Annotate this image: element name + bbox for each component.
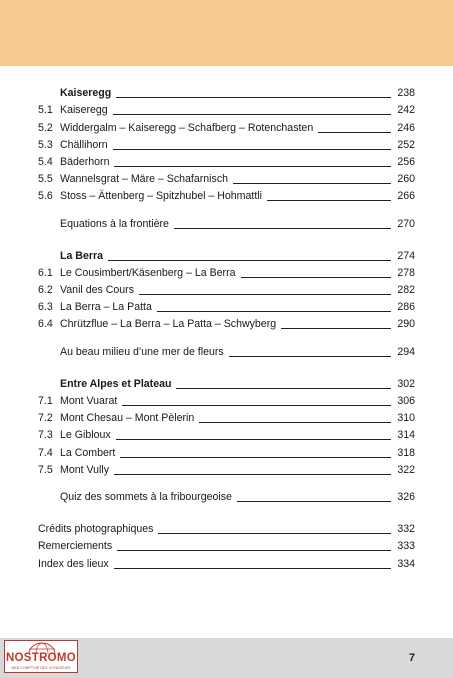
toc-entry[interactable] — [0, 390, 453, 407]
leader-line — [113, 114, 392, 115]
leader-line — [174, 228, 391, 229]
toc-page-number: 310 — [397, 412, 415, 425]
toc-entry-number: 7.3 — [38, 429, 53, 442]
leader-line — [116, 439, 392, 440]
toc-entry[interactable] — [0, 279, 453, 296]
toc-section-header[interactable] — [0, 245, 453, 262]
toc-extra-entry[interactable] — [0, 212, 453, 229]
toc-entry[interactable] — [0, 168, 453, 185]
toc-page-number: 278 — [397, 266, 415, 279]
toc-entry-number: 7.4 — [38, 446, 53, 459]
toc-entry-number: 5.1 — [38, 104, 53, 117]
toc-entry-title: Chrützflue – La Berra – La Patta – Schwyberg — [60, 318, 280, 330]
toc-appendix-entry[interactable] — [0, 518, 453, 535]
toc-page-number: 332 — [397, 523, 415, 536]
toc-entry-title: Equations à la frontière — [60, 218, 173, 230]
toc-entry-title: Stoss – Ättenberg – Spitzhubel – Hohmattli — [60, 190, 266, 202]
leader-line — [113, 149, 392, 150]
toc-extra-entry[interactable] — [0, 486, 453, 503]
leader-line — [116, 97, 391, 98]
toc-page-number: 334 — [397, 557, 415, 570]
toc-page-number: 252 — [397, 138, 415, 151]
toc-appendix-entry[interactable] — [0, 535, 453, 552]
toc-page-number: 333 — [397, 540, 415, 553]
logo-tagline: WEB COMPTOIR DES VOYAGEURS — [11, 666, 71, 670]
toc-entry[interactable] — [0, 296, 453, 313]
leader-line — [318, 132, 391, 133]
leader-line — [241, 277, 392, 278]
leader-line — [114, 474, 391, 475]
leader-line — [120, 457, 391, 458]
leader-line — [233, 183, 391, 184]
toc-entry[interactable] — [0, 262, 453, 279]
toc-page-number: 294 — [397, 345, 415, 358]
toc-entry-title: Bäderhorn — [60, 156, 113, 168]
toc-entry-title: La Combert — [60, 447, 119, 459]
page-number: 7 — [408, 652, 415, 664]
toc-page-number: 322 — [397, 463, 415, 476]
leader-line — [157, 311, 391, 312]
toc-entry[interactable] — [0, 151, 453, 168]
toc-page-number: 238 — [397, 87, 415, 100]
leader-line — [281, 328, 391, 329]
logo-wordmark: NOSTROMO — [5, 652, 77, 664]
toc-entry-title: Vanil des Cours — [60, 284, 138, 296]
leader-line — [176, 388, 391, 389]
toc-page-number: 256 — [397, 155, 415, 168]
leader-line — [117, 550, 391, 551]
toc-entry[interactable] — [0, 407, 453, 424]
toc-entry-title: Wannelsgrat – Märe – Schafarnisch — [60, 173, 232, 185]
table-of-contents — [0, 82, 453, 570]
toc-entry-number: 6.2 — [38, 284, 53, 297]
toc-entry-number: 5.4 — [38, 155, 53, 168]
toc-page-number: 318 — [397, 446, 415, 459]
leader-line — [114, 568, 392, 569]
toc-entry[interactable] — [0, 441, 453, 458]
leader-line — [199, 422, 391, 423]
toc-entry-title: Le Cousimbert/Käsenberg – La Berra — [60, 267, 240, 279]
toc-section-title: La Berra — [60, 250, 107, 262]
toc-entry-number: 5.6 — [38, 190, 53, 203]
toc-entry-title: La Berra – La Patta — [60, 301, 156, 313]
toc-entry-number: 5.2 — [38, 121, 53, 134]
toc-page-number: 314 — [397, 429, 415, 442]
toc-entry-number: 7.2 — [38, 412, 53, 425]
leader-line — [139, 294, 391, 295]
toc-extra-entry[interactable] — [0, 340, 453, 357]
toc-section-header[interactable] — [0, 373, 453, 390]
toc-page-number: 274 — [397, 249, 415, 262]
toc-entry-title: Kaiseregg — [60, 104, 112, 116]
toc-section-title: Kaiseregg — [60, 87, 115, 99]
toc-entry-title: Au beau milieu d’une mer de fleurs — [60, 346, 228, 358]
toc-entry-number: 6.1 — [38, 266, 53, 279]
toc-entry-title: Le Gibloux — [60, 429, 115, 441]
header-color-band — [0, 0, 453, 66]
toc-section-header[interactable] — [0, 82, 453, 99]
toc-entry-number: 5.3 — [38, 138, 53, 151]
leader-line — [122, 405, 391, 406]
toc-entry-title: Mont Chesau – Mont Pèlerin — [60, 412, 198, 424]
toc-page-number: 282 — [397, 284, 415, 297]
toc-page-number: 260 — [397, 173, 415, 186]
toc-section-title: Entre Alpes et Plateau — [60, 378, 175, 390]
toc-page-number: 270 — [397, 217, 415, 230]
toc-entry-title: Widdergalm – Kaiseregg – Schafberg – Rotenchasten — [60, 122, 317, 134]
toc-page-number: 266 — [397, 190, 415, 203]
leader-line — [237, 501, 391, 502]
toc-entry-title: Chällihorn — [60, 139, 112, 151]
toc-entry[interactable] — [0, 185, 453, 202]
toc-entry-title: Mont Vully — [60, 464, 113, 476]
toc-page-number: 286 — [397, 301, 415, 314]
leader-line — [229, 356, 392, 357]
toc-entry-number: 6.3 — [38, 301, 53, 314]
toc-page-number: 306 — [397, 395, 415, 407]
leader-line — [108, 260, 391, 261]
toc-page-number: 290 — [397, 318, 415, 331]
nostromo-logo[interactable] — [4, 640, 78, 673]
toc-entry-number: 6.4 — [38, 318, 53, 331]
toc-page-number: 242 — [397, 104, 415, 117]
toc-entry[interactable] — [0, 134, 453, 151]
toc-page-number: 302 — [397, 377, 415, 390]
toc-entry-title: Mont Vuarat — [60, 395, 121, 407]
toc-entry[interactable] — [0, 459, 453, 476]
toc-page-number: 326 — [397, 490, 415, 503]
toc-entry-title: Remerciements — [38, 540, 116, 552]
toc-entry-number: 7.5 — [38, 463, 53, 476]
leader-line — [267, 200, 391, 201]
toc-entry[interactable] — [0, 424, 453, 441]
toc-appendix-entry[interactable] — [0, 552, 453, 569]
toc-entry[interactable] — [0, 99, 453, 116]
toc-entry-title: Index des lieux — [38, 558, 113, 570]
toc-entry[interactable] — [0, 313, 453, 330]
leader-line — [158, 533, 391, 534]
toc-entry-number: 7.1 — [38, 395, 53, 407]
toc-entry-title: Crédits photographiques — [38, 523, 157, 535]
toc-entry[interactable] — [0, 116, 453, 133]
leader-line — [114, 166, 391, 167]
toc-page-number: 246 — [397, 121, 415, 134]
toc-entry-title: Quiz des sommets à la fribourgeoise — [60, 491, 236, 503]
toc-entry-number: 5.5 — [38, 173, 53, 186]
